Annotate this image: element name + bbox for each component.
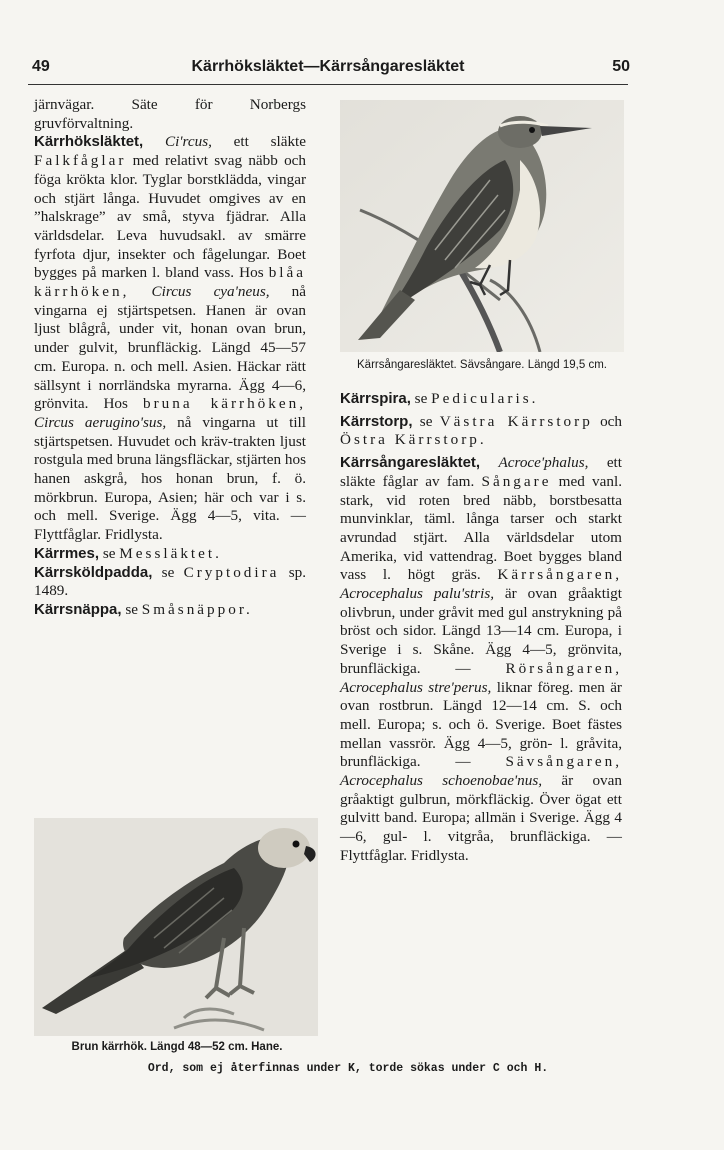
figure-brun-karrhok <box>34 818 318 1036</box>
entry-karrsnappa: Kärrsnäppa, se Småsnäppor. <box>34 600 253 618</box>
headword: Kärrhöksläktet, <box>34 133 144 151</box>
headword: Kärrmes, <box>34 544 100 562</box>
spaced-term: Kärrsångaren, <box>497 566 622 584</box>
headword: Kärrstorp, <box>340 412 413 430</box>
right-column <box>340 390 622 866</box>
scientific-name: Circus aerugino'sus, <box>34 413 167 431</box>
header-title: Kärrhöksläktet—Kärrsångaresläktet <box>191 58 465 75</box>
entry-karrstorp: Kärrstorp, se Västra Kärrstorp och Östra Kärrstorp. <box>340 412 622 449</box>
cross-reference: Messläktet. <box>119 544 222 562</box>
warbler-illustration <box>340 100 624 352</box>
entry-karrskoldpadda: Kärrsköldpadda, se Cryptodira sp. 1489. <box>34 563 306 600</box>
spaced-term: Rörsångaren, <box>505 659 622 677</box>
headword: Kärrspira, <box>340 390 411 407</box>
entry-karrsangaresläktet: Kärrsångaresläktet, Acroce'phalus, ett släkte fåglar av fam. Sångare med vanl. stark, vid roten bred näbb, borstbesatta munvinklar, täml. långa tarser och starkt avrundad stjärt. Alla världsdelar utom Amerika, vid vattendrag. Boet bygges bland vass l. högt gräs. Kärrsångaren, Acrocephalus palu'stris, är ovan gråaktigt olivbrun, under gråvit med gul anstrykning på bröst och sidor. Längd 13—14 cm. Europa, i Sverige i s. Skåne. Ägg 4—5, grönvita, brunfläckiga. — Rörsångaren, Acrocephalus stre'perus, liknar föreg. men är ovan rostbrun. Längd 12—14 cm. S. och mell. Europa; s. och ö. Sverige. Boet fästes mellan vassrör. Ägg 4—5, grön- l. gråvita, brunfläckiga. — Sävsångaren, Acrocephalus schoenobae'nus, är ovan gråaktigt gulbrun, mörkfläckig. Över ögat ett gulvitt band. Europa; allmän i Sverige. Ägg 4—6, gul- l. vitgråa, brunfläckiga. — Flyttfåglar. Fridlysta. <box>340 454 623 864</box>
figure-savsangare <box>340 100 624 352</box>
headword: Kärrsångaresläktet, <box>340 454 481 472</box>
left-column <box>34 96 306 620</box>
scientific-name: Circus cya'neus, <box>151 283 270 301</box>
figure-caption-bottom: Brun kärrhök. Längd 48—52 cm. Hane. <box>71 1041 283 1053</box>
entry-karrmes: Kärrmes, se Messläktet. <box>34 544 222 562</box>
spaced-term: Falkfåglar <box>34 152 127 170</box>
continued-paragraph: järnvägar. Säte för Norbergs gruvförvaltning. <box>34 96 306 132</box>
harrier-illustration <box>34 818 318 1036</box>
cross-reference: Småsnäppor. <box>141 600 253 618</box>
spaced-term: Sävsångaren, <box>505 753 622 771</box>
scientific-name: Acrocephalus schoenobae'nus, <box>340 772 543 790</box>
running-header <box>28 58 628 82</box>
scientific-name: Acrocephalus palu'stris, <box>340 585 495 603</box>
spaced-term: bruna kärrhöken, <box>143 395 306 413</box>
entry-karrhokslaktet: Kärrhöksläktet, Ci'rcus, ett släkte Falkfåglar med relativt svag näbb och föga krökta klor. Tyglar borstklädda, vingar och stjärt långa. Huvudet omgives av en ”halskrage” av små, styva fjädrar. Alla världsdelar. Leva huvudsakl. av smärre fyrfota djur, insekter och fågelungar. Boet bygges på marken l. bland vass. Hos blåa kärrhöken, Circus cya'neus, nå vingarna ej stjärtspetsen. Hanen är ovan ljust blågrå, under vit, honan ovan brun, under gulvit, brunfläckig. Längd 45—57 cm. Europa. n. och mell. Asien. Häckar rätt sällsynt i norrländska myrarna. Ägg 4—6, grönvita. Hos bruna kärrhöken, Circus aerugino'sus, nå vingarna ut till stjärtspetsen. Huvudet och kräv-trakten ljust rostgula med bruna längsfläckar, stjärten hos hanen askgrå, hos honan brun, f. ö. mörkbrun. Europa, Asien; här och var i s. och mell. Sverige. Ägg 4—5, vita. — Flyttfåglar. Fridlysta. <box>34 133 307 544</box>
cross-reference: Pedicularis. <box>431 390 539 407</box>
scientific-name: Acrocephalus stre'perus, <box>340 678 492 696</box>
cross-reference: Östra Kärrstorp. <box>340 431 487 449</box>
cross-reference: Västra Kärrstorp <box>439 412 593 430</box>
spaced-term: blåa kärrhöken, <box>34 264 306 301</box>
header-rule <box>28 84 628 85</box>
scientific-name: Ci'rcus, <box>164 133 212 151</box>
spaced-term: Sångare <box>481 472 552 490</box>
scientific-name: Acroce'phalus, <box>498 454 589 472</box>
entry-karrspira: Kärrspira, se Pedicularis. <box>340 390 539 407</box>
cross-reference: Cryptodira <box>183 563 280 581</box>
figure-caption-top: Kärrsångaresläktet. Sävsångare. Längd 19,5 cm. <box>357 359 607 371</box>
page-number-right: 50 <box>612 58 630 75</box>
headword: Kärrsnäppa, <box>34 600 122 618</box>
headword: Kärrsköldpadda, <box>34 563 153 581</box>
page-footer-note: Ord, som ej återfinnas under K, torde sökas under C och H. <box>147 1062 549 1075</box>
page-number-left: 49 <box>32 58 50 75</box>
